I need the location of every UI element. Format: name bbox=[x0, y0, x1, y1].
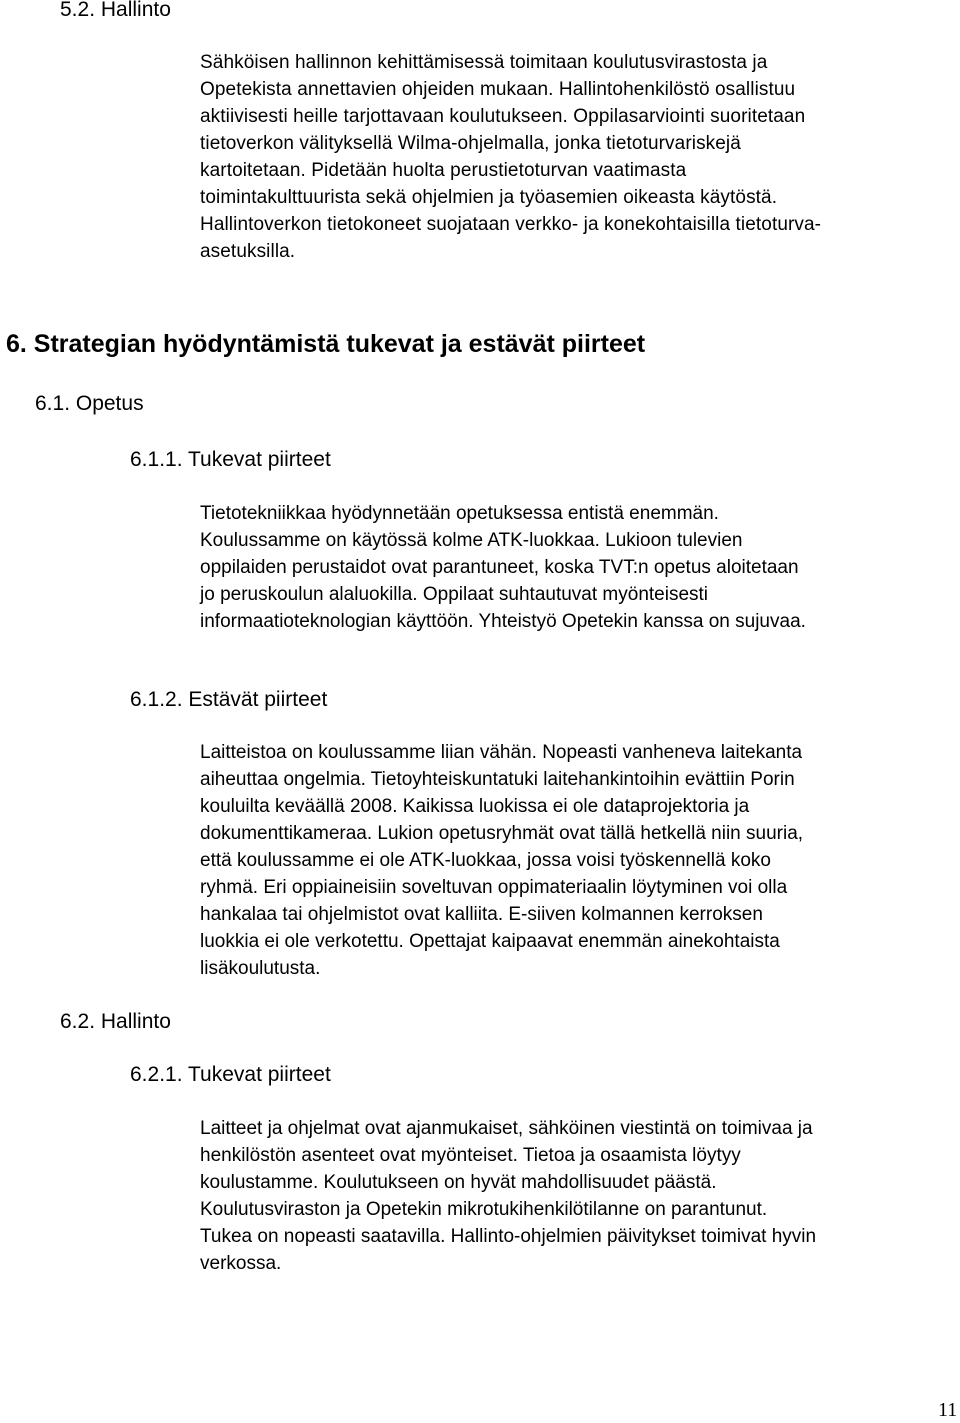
paragraph-line: Hallintoverkon tietokoneet suojataan verkko- ja konekohtaisilla tietoturva- bbox=[200, 214, 822, 235]
paragraph-line: aktiivisesti heille tarjottavaan koulutukseen. Oppilasarviointi suoritetaan bbox=[200, 106, 806, 127]
chapter-heading-6: 6. Strategian hyödyntämistä tukevat ja estävät piirteet bbox=[6, 330, 646, 358]
paragraph-line: toimintakulttuurista sekä ohjelmien ja työasemien oikeasta käytöstä. bbox=[200, 187, 778, 208]
paragraph-line: kartoitetaan. Pidetään huolta perustietoturvan vaatimasta bbox=[200, 160, 687, 181]
paragraph-line: informaatioteknologian käyttöön. Yhteistyö Opetekin kanssa on sujuvaa. bbox=[200, 611, 806, 632]
page-number: 11 bbox=[938, 1399, 958, 1421]
section-6-2-1-paragraph bbox=[200, 1115, 950, 1277]
paragraph-line: jo peruskoulun alaluokilla. Oppilaat suhtautuvat myönteisesti bbox=[200, 584, 709, 605]
section-heading-6-1: 6.1. Opetus bbox=[35, 392, 144, 415]
paragraph-line: koulustamme. Koulutukseen on hyvät mahdollisuudet päästä. bbox=[200, 1172, 717, 1193]
paragraph-line: ryhmä. Eri oppiaineisiin soveltuvan oppimateriaalin löytyminen voi olla bbox=[200, 877, 788, 898]
subsection-heading-6-1-2: 6.1.2. Estävät piirteet bbox=[130, 688, 328, 711]
paragraph-line: Tietotekniikkaa hyödynnetään opetuksessa entistä enemmän. bbox=[200, 503, 719, 524]
paragraph-line: Opetekista annettavien ohjeiden mukaan. Hallintohenkilöstö osallistuu bbox=[200, 79, 796, 100]
paragraph-line: tietoverkon välityksellä Wilma-ohjelmalla, jonka tietoturvariskejä bbox=[200, 133, 741, 154]
paragraph-line: kouluilta keväällä 2008. Kaikissa luokissa ei ole dataprojektoria ja bbox=[200, 796, 750, 817]
paragraph-line: dokumenttikameraa. Lukion opetusryhmät ovat tällä hetkellä niin suuria, bbox=[200, 823, 804, 844]
section-6-1-1-paragraph bbox=[200, 500, 950, 635]
paragraph-line: verkossa. bbox=[200, 1253, 282, 1274]
section-6-1-2-paragraph bbox=[200, 739, 950, 982]
section-heading-5-2: 5.2. Hallinto bbox=[60, 0, 171, 21]
paragraph-line: lisäkoulutusta. bbox=[200, 958, 321, 979]
section-heading-6-2: 6.2. Hallinto bbox=[60, 1010, 171, 1033]
paragraph-line: Laitteet ja ohjelmat ovat ajanmukaiset, sähköinen viestintä on toimivaa ja bbox=[200, 1118, 813, 1139]
paragraph-line: oppilaiden perustaidot ovat parantuneet, koska TVT:n opetus aloitetaan bbox=[200, 557, 799, 578]
subsection-heading-6-2-1: 6.2.1. Tukevat piirteet bbox=[130, 1063, 331, 1086]
section-5-2-paragraph bbox=[200, 49, 950, 265]
paragraph-line: Koulutusviraston ja Opetekin mikrotukihenkilötilanne on parantunut. bbox=[200, 1199, 768, 1220]
subsection-heading-6-1-1: 6.1.1. Tukevat piirteet bbox=[130, 448, 331, 471]
paragraph-line: hankalaa tai ohjelmistot ovat kalliita. E-siiven kolmannen kerroksen bbox=[200, 904, 763, 925]
paragraph-line: Laitteistoa on koulussamme liian vähän. Nopeasti vanheneva laitekanta bbox=[200, 742, 803, 763]
paragraph-line: Tukea on nopeasti saatavilla. Hallinto-ohjelmien päivitykset toimivat hyvin bbox=[200, 1226, 817, 1247]
paragraph-line: luokkia ei ole verkotettu. Opettajat kaipaavat enemmän ainekohtaista bbox=[200, 931, 780, 952]
paragraph-line: henkilöstön asenteet ovat myönteiset. Tietoa ja osaamista löytyy bbox=[200, 1145, 741, 1166]
paragraph-line: Sähköisen hallinnon kehittämisessä toimitaan koulutusvirastosta ja bbox=[200, 52, 768, 73]
paragraph-line: että koulussamme ei ole ATK-luokkaa, jossa voisi työskennellä koko bbox=[200, 850, 771, 871]
paragraph-line: Koulussamme on käytössä kolme ATK-luokkaa. Lukioon tulevien bbox=[200, 530, 743, 551]
paragraph-line: asetuksilla. bbox=[200, 241, 296, 262]
paragraph-line: aiheuttaa ongelmia. Tietoyhteiskuntatuki laitehankintoihin evättiin Porin bbox=[200, 769, 795, 790]
